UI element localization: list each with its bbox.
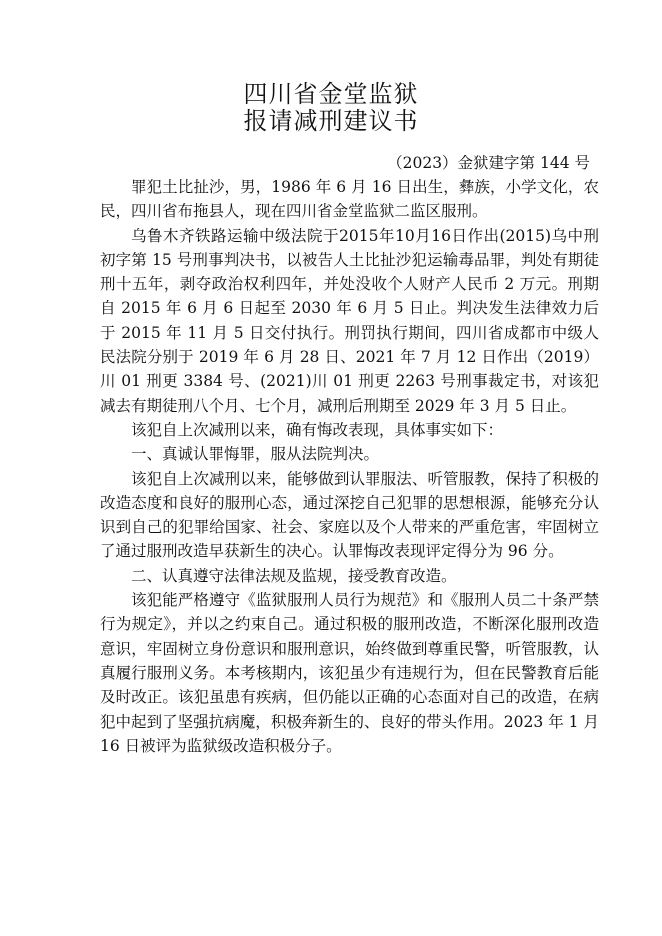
paragraph-intro: 该犯自上次减刑以来，确有悔改表现，具体事实如下： <box>131 420 504 439</box>
section-heading-1: 一、真诚认罪悔罪，服从法院判决。 <box>131 445 380 464</box>
document-title-line2: 报请减刑建议书 <box>243 107 419 135</box>
document-number: （2023）金狱建字第 144 号 <box>387 154 590 172</box>
document-body <box>100 175 599 758</box>
paragraph-section-2: 该犯能严格遵守《监狱服刑人员行为规范》和《服刑人员二十条严禁行为规定》，并以之约束自己。通过积极的服刑改造，不断深化服刑改造意识，牢固树立身份意识和服刑意识，始终做到尊重民警，听管服教，认真履行服刑义务。本考核期内，该犯虽少有违规行为，但在民警教育后能及时改正。该犯虽患有疾病，但仍能以正确的心态面对自己的改造，在病犯中起到了坚强抗病魔，积极奔新生的、良好的带头作用。2023 年 1 月 16 日被评为监狱级改造积极分子。 <box>100 591 599 755</box>
paragraph-criminal-info: 罪犯土比扯沙，男，1986 年 6 月 16 日出生，彝族，小学文化，农民，四川省布拖县人，现在四川省金堂监狱二监区服刑。 <box>100 178 599 221</box>
paragraph-sentence-history: 乌鲁木齐铁路运输中级法院于2015年10月16日作出(2015)乌中刑初字第 15 号刑事判决书，以被告人土比扯沙犯运输毒品罪，判处有期徒刑十五年，剥夺政治权利四年，并处没收个人财产人民币 2 万元。刑期自 2015 年 6 月 6 日起至 2030 年 6 月 5 日止。判决发生法律效力后于 2015 年 11 月 5 日交付执行。刑罚执行期间，四川省成都市中级人民法院分别于 2019 年 6 月 28 日、2021 年 7 月 12 日作出（2019）川 01 刑更 3384 号、(2021)川 01 刑更 2263 号刑事裁定书，对该犯减去有期徒刑八个月、七个月，减刑后刑期至 2029 年 3 月 5 日止。 <box>100 226 599 415</box>
paragraph-section-1: 该犯自上次减刑以来，能够做到认罪服法、听管服教，保持了积极的改造态度和良好的服刑心态，通过深挖自己犯罪的思想根源，能够充分认识到自己的犯罪给国家、社会、家庭以及个人带来的严重危害，牢固树立了通过服刑改造早获新生的决心。认罪悔改表现评定得分为 96 分。 <box>100 469 599 561</box>
document-title-line1: 四川省金堂监狱 <box>243 80 419 108</box>
section-heading-2: 二、认真遵守法律法规及监规，接受教育改造。 <box>131 566 457 585</box>
